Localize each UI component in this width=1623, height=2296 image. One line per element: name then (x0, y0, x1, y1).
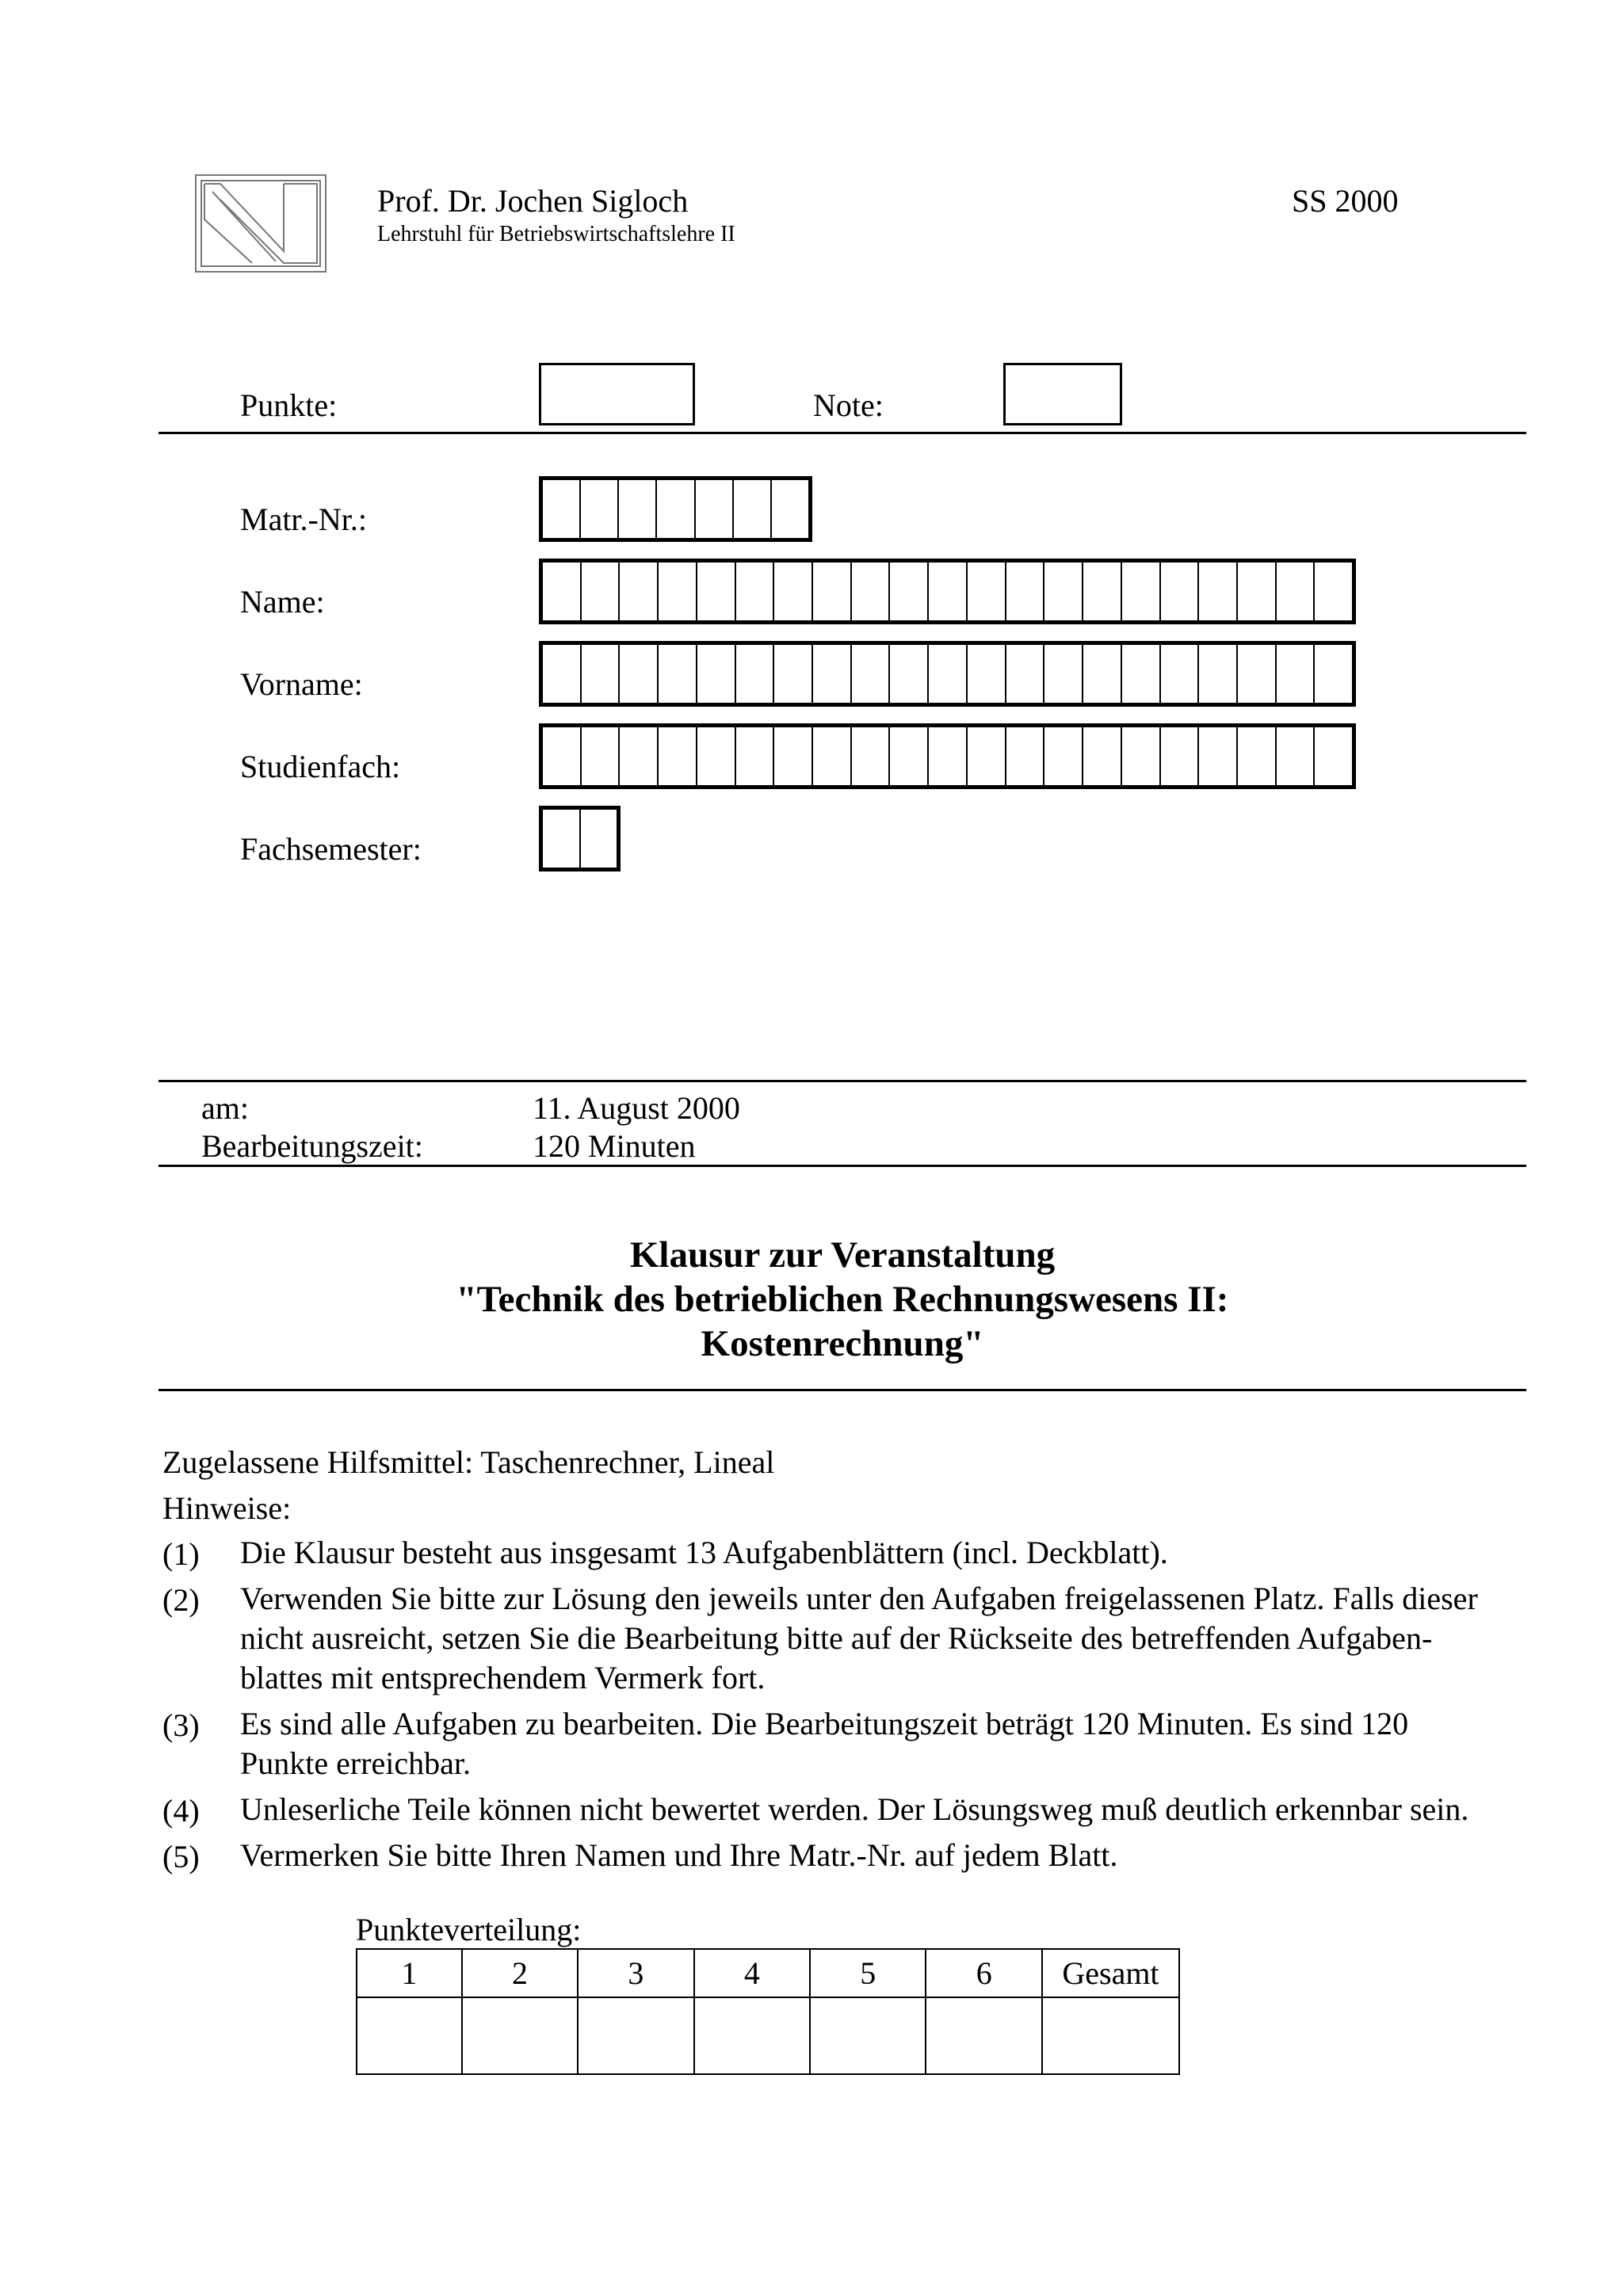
matr-label: Matr.-Nr.: (240, 502, 367, 537)
points-box[interactable] (539, 363, 695, 425)
firstname-label: Vorname: (240, 666, 363, 702)
exam-title-line1: Klausur zur Veranstaltung (629, 1234, 1056, 1276)
note-number: (1) (162, 1536, 200, 1572)
points-header-2: 2 (462, 1949, 578, 1997)
university-logo (195, 174, 327, 273)
chair-name: Lehrstuhl für Betriebswirtschaftslehre II (377, 222, 735, 246)
professor-name: Prof. Dr. Jochen Sigloch (377, 183, 689, 219)
note-number: (3) (162, 1707, 200, 1743)
duration-value: 120 Minuten (533, 1128, 696, 1164)
note-4: Unleserliche Teile können nicht bewertet werden. Der Lösungsweg muß deutlich erkennbar sein. (240, 1791, 1469, 1827)
divider (158, 432, 1526, 434)
note-5: Vermerken Sie bitte Ihren Namen und Ihre Matr.-Nr. auf jedem Blatt. (240, 1837, 1118, 1873)
divider (158, 1080, 1526, 1082)
exam-title-line3: Kostenrechnung" (701, 1323, 984, 1364)
divider (158, 1389, 1526, 1391)
firstname-input[interactable] (539, 641, 1356, 707)
subject-label: Studienfach: (240, 749, 401, 784)
note-number: (5) (162, 1839, 200, 1875)
points-cell-5[interactable] (810, 1997, 926, 2074)
duration-label: Bearbeitungszeit: (201, 1128, 423, 1164)
date-value: 11. August 2000 (533, 1090, 740, 1126)
semester: SS 2000 (1292, 183, 1399, 219)
points-cell-3[interactable] (578, 1997, 693, 2074)
grade-box[interactable] (1003, 363, 1122, 425)
date-label: am: (201, 1090, 249, 1126)
points-label: Punkte: (240, 387, 338, 423)
points-cell-4[interactable] (694, 1997, 810, 2074)
notes-heading: Hinweise: (162, 1490, 292, 1526)
university-logo-icon (197, 176, 325, 271)
points-header-5: 5 (810, 1949, 926, 1997)
note-1: Die Klausur besteht aus insgesamt 13 Aufgabenblättern (incl. Deckblatt). (240, 1535, 1168, 1570)
points-cell-6[interactable] (926, 1997, 1041, 2074)
points-cell-2[interactable] (462, 1997, 578, 2074)
note-number: (2) (162, 1582, 200, 1618)
grade-label: Note: (813, 387, 884, 423)
exam-title-line2: "Technik des betrieblichen Rechnungswesens II: (456, 1279, 1229, 1320)
allowed-aids: Zugelassene Hilfsmittel: Taschenrechner, Lineal (162, 1444, 775, 1480)
divider (158, 1165, 1526, 1167)
points-header-4: 4 (694, 1949, 810, 1997)
points-cell-1[interactable] (357, 1997, 462, 2074)
note-3: Es sind alle Aufgaben zu bearbeiten. Die Bearbeitungszeit beträgt 120 Minuten. Es sind 120 Punkte erreichbar. (240, 1706, 1409, 1781)
matr-input[interactable] (539, 476, 812, 542)
subject-input[interactable] (539, 723, 1356, 789)
name-label: Name: (240, 584, 325, 620)
points-cell-total[interactable] (1042, 1997, 1179, 2074)
points-header-3: 3 (578, 1949, 693, 1997)
note-number: (4) (162, 1793, 200, 1829)
points-header-1: 1 (357, 1949, 462, 1997)
name-input[interactable] (539, 559, 1356, 624)
points-distribution-table (356, 1948, 1180, 2075)
note-2: Verwenden Sie bitte zur Lösung den jeweils unter den Aufgaben freigelassenen Platz. Falls dieser nicht ausreicht, setzen Sie die Bearbeitung bitte auf der Rückseite des betreffenden Aufgaben- blattes mit entsprechendem Vermerk fort. (240, 1581, 1478, 1695)
semester-input[interactable] (539, 806, 621, 871)
points-header-total: Gesamt (1042, 1949, 1179, 1997)
points-header-6: 6 (926, 1949, 1041, 1997)
semester-label: Fachsemester: (240, 831, 422, 867)
points-distribution-caption: Punkteverteilung: (356, 1912, 582, 1947)
